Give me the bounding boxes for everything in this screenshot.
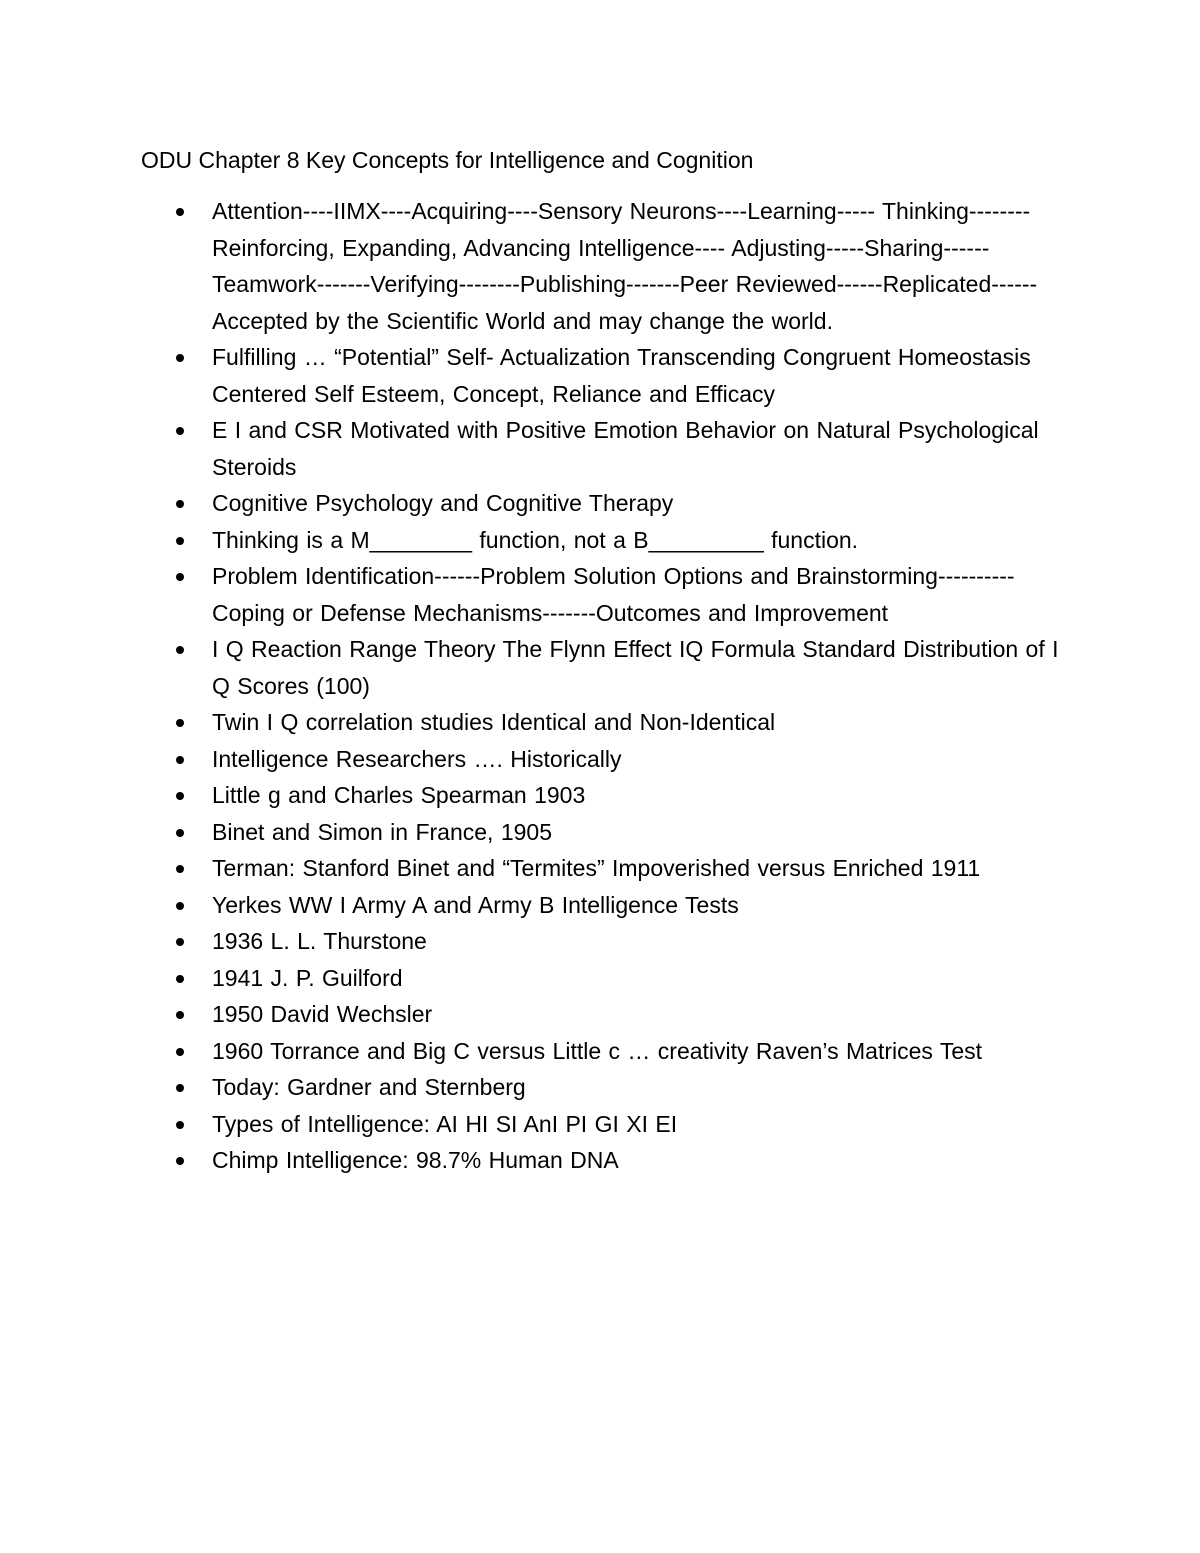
list-item-text: Types of Intelligence: AI HI SI AnI PI GI XI EI <box>212 1110 678 1137</box>
list-item-text: Terman: Stanford Binet and “Termites” Impoverished versus Enriched 1911 <box>212 855 981 881</box>
bullet-icon <box>176 792 184 800</box>
list-item <box>0 923 1074 960</box>
list-item-text: Yerkes WW I Army A and Army B Intelligence Tests <box>212 891 739 918</box>
bullet-icon <box>176 902 184 910</box>
list-item <box>0 558 1074 631</box>
bullet-icon <box>176 865 184 873</box>
list-item <box>0 960 1074 997</box>
bullet-icon <box>176 975 184 983</box>
bullet-icon <box>176 500 184 508</box>
bullet-icon <box>176 1157 184 1165</box>
list-item <box>0 522 1074 559</box>
bullet-icon <box>176 573 184 581</box>
list-item <box>0 412 1074 485</box>
list-item-text: Today: Gardner and Sternberg <box>212 1074 526 1100</box>
list-item-text: Attention----IIMX----Acquiring----Sensory Neurons----Learning----- Thinking--------Reinforcing, Expanding, Advancing Intelligence---- Adjusting-----Sharing------Teamwork-------Verifying--------Publishing-------Peer Reviewed------Replicated------Accepted by the Scientific World and may change the world. <box>212 198 1038 334</box>
list-item-text: I Q Reaction Range Theory The Flynn Effect IQ Formula Standard Distribution of I Q Scores (100) <box>212 636 1059 699</box>
list-item <box>0 631 1074 704</box>
list-item-text: Binet and Simon in France, 1905 <box>212 818 552 845</box>
bullet-icon <box>176 537 184 545</box>
list-item <box>0 1106 1074 1143</box>
list-item <box>0 704 1074 741</box>
bullet-icon <box>176 1048 184 1056</box>
bullet-icon <box>176 1011 184 1019</box>
bullet-icon <box>176 1121 184 1129</box>
list-item <box>0 887 1074 924</box>
bullet-icon <box>176 829 184 837</box>
bullet-icon <box>176 1084 184 1092</box>
list-item <box>0 777 1074 814</box>
bullet-icon <box>176 756 184 764</box>
list-item-text: Chimp Intelligence: 98.7% Human DNA <box>212 1147 619 1173</box>
list-item-text: 1941 J. P. Guilford <box>212 964 403 991</box>
list-item <box>0 850 1074 887</box>
list-item-text: Problem Identification------Problem Solution Options and Brainstorming----------Coping or Defense Mechanisms-------Outcomes and Improvement <box>212 563 1015 626</box>
bullet-icon <box>176 354 184 362</box>
list-item-text: 1960 Torrance and Big C versus Little c … creativity Raven’s Matrices Test <box>212 1037 983 1064</box>
list-item <box>0 339 1074 412</box>
list-item-text: Fulfilling … “Potential” Self- Actualization Transcending Congruent Homeostasis Centered Self Esteem, Concept, Reliance and Efficacy <box>212 344 1031 407</box>
list-item-text: Cognitive Psychology and Cognitive Therapy <box>212 490 674 516</box>
key-concepts-list <box>0 193 1200 1179</box>
document-title: ODU Chapter 8 Key Concepts for Intelligence and Cognition <box>141 147 754 173</box>
list-item-text: Twin I Q correlation studies Identical and Non-Identical <box>212 709 776 735</box>
list-item <box>0 1142 1074 1179</box>
list-item-text: E I and CSR Motivated with Positive Emotion Behavior on Natural Psychological Steroids <box>212 417 1039 480</box>
bullet-icon <box>176 427 184 435</box>
list-item-text: 1950 David Wechsler <box>212 1001 433 1027</box>
list-item-text: Little g and Charles Spearman 1903 <box>212 782 586 808</box>
bullet-icon <box>176 938 184 946</box>
bullet-icon <box>176 646 184 654</box>
list-item-text: Intelligence Researchers …. Historically <box>212 745 622 772</box>
bullet-icon <box>176 719 184 727</box>
list-item <box>0 1069 1074 1106</box>
list-item <box>0 741 1074 778</box>
list-item <box>0 814 1074 851</box>
list-item <box>0 193 1074 339</box>
list-item-text: Thinking is a M________ function, not a B_________ function. <box>212 526 859 553</box>
bullet-icon <box>176 208 184 216</box>
list-item <box>0 485 1074 522</box>
list-item-text: 1936 L. L. Thurstone <box>212 928 427 954</box>
list-item <box>0 1033 1074 1070</box>
list-item <box>0 996 1074 1033</box>
